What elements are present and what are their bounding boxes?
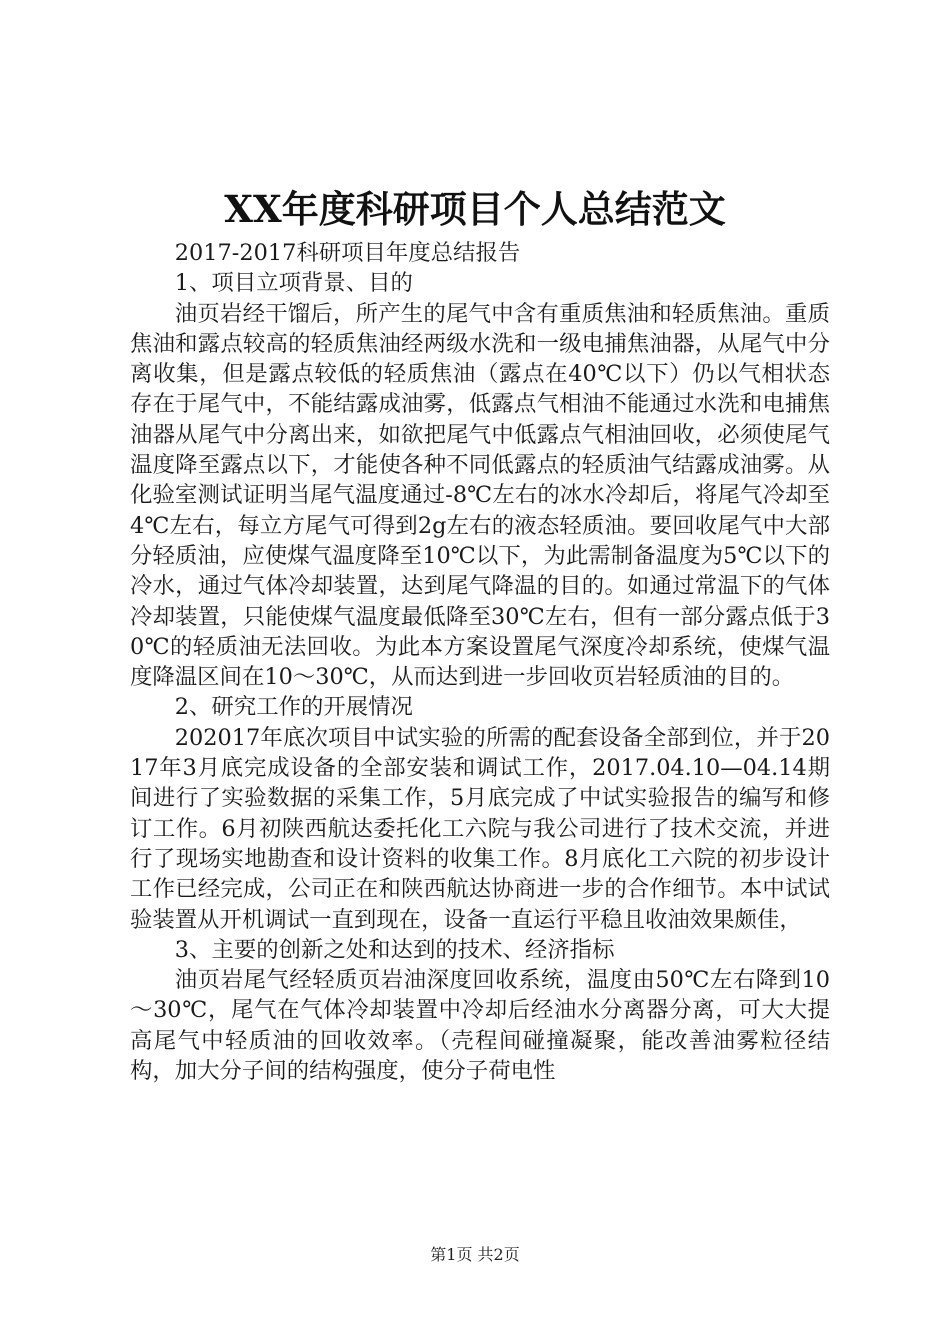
paragraph-background: 油页岩经干馏后，所产生的尾气中含有重质焦油和轻质焦油。重质焦油和露点较高的轻质焦油经两级水洗和一级电捕焦油器，从尾气中分离收集，但是露点较低的轻质焦油（露点在40℃以下）仍以气相状态存在于尾气中，不能结露成油雾，低露点气相油不能通过水洗和电捕焦油器从尾气中分离出来，如欲把尾气中低露点气相油回收，必须使尾气温度降至露点以下，才能使各种不同低露点的轻质油气结露成油雾。从化验室测试证明当尾气温度通过-8℃左右的冰水冷却后，将尾气冷却至4℃左右，每立方尾气可得到2g左右的液态轻质油。要回收尾气中大部分轻质油，应使煤气温度降至10℃以下，为此需制备温度为5℃以下的冷水，通过气体冷却装置，达到尾气降温的目的。如通过常温下的气体冷却装置，只能使煤气温度最低降至30℃左右，但有一部分露点低于30℃的轻质油无法回收。为此本方案设置尾气深度冷却系统，使煤气温度降温区间在10～30℃，从而达到进一步回收页岩轻质油的目的。 — [130, 300, 830, 691]
document-body — [130, 238, 830, 1086]
report-subtitle: 2017-2017科研项目年度总结报告 — [174, 240, 521, 266]
document-title: XX年度科研项目个人总结范文 — [224, 187, 726, 231]
paragraph-progress: 202017年底次项目中试实验的所需的配套设备全部到位，并于2017年3月底完成设备的全部安装和调试工作，2017.04.10—04.14期间进行了实验数据的采集工作，5月底完成了中试实验报告的编写和修订工作。6月初陕西航达委托化工六院与我公司进行了技术交流，并进行了现场实地勘查和设计资料的收集工作。8月底化工六院的初步设计工作已经完成，公司正在和陕西航达协商进一步的合作细节。本中试试验装置从开机调试一直到现在，设备一直运行平稳且收油效果颇佳， — [130, 724, 830, 933]
paragraph-innovation: 油页岩尾气经轻质页岩油深度回收系统，温度由50℃左右降到10～30℃，尾气在气体冷却装置中冷却后经油水分离器分离，可大大提高尾气中轻质油的回收效率。（壳程间碰撞凝聚，能改善油雾粒径结构，加大分子间的结构强度，使分子荷电性 — [130, 967, 830, 1085]
section-heading-progress: 2、研究工作的开展情况 — [174, 694, 413, 721]
section-heading-background: 1、项目立项背景、目的 — [174, 270, 413, 297]
section-heading-innovation: 3、主要的创新之处和达到的技术、经济指标 — [174, 936, 615, 963]
page-footer: 第1页 共2页 — [430, 1245, 520, 1264]
